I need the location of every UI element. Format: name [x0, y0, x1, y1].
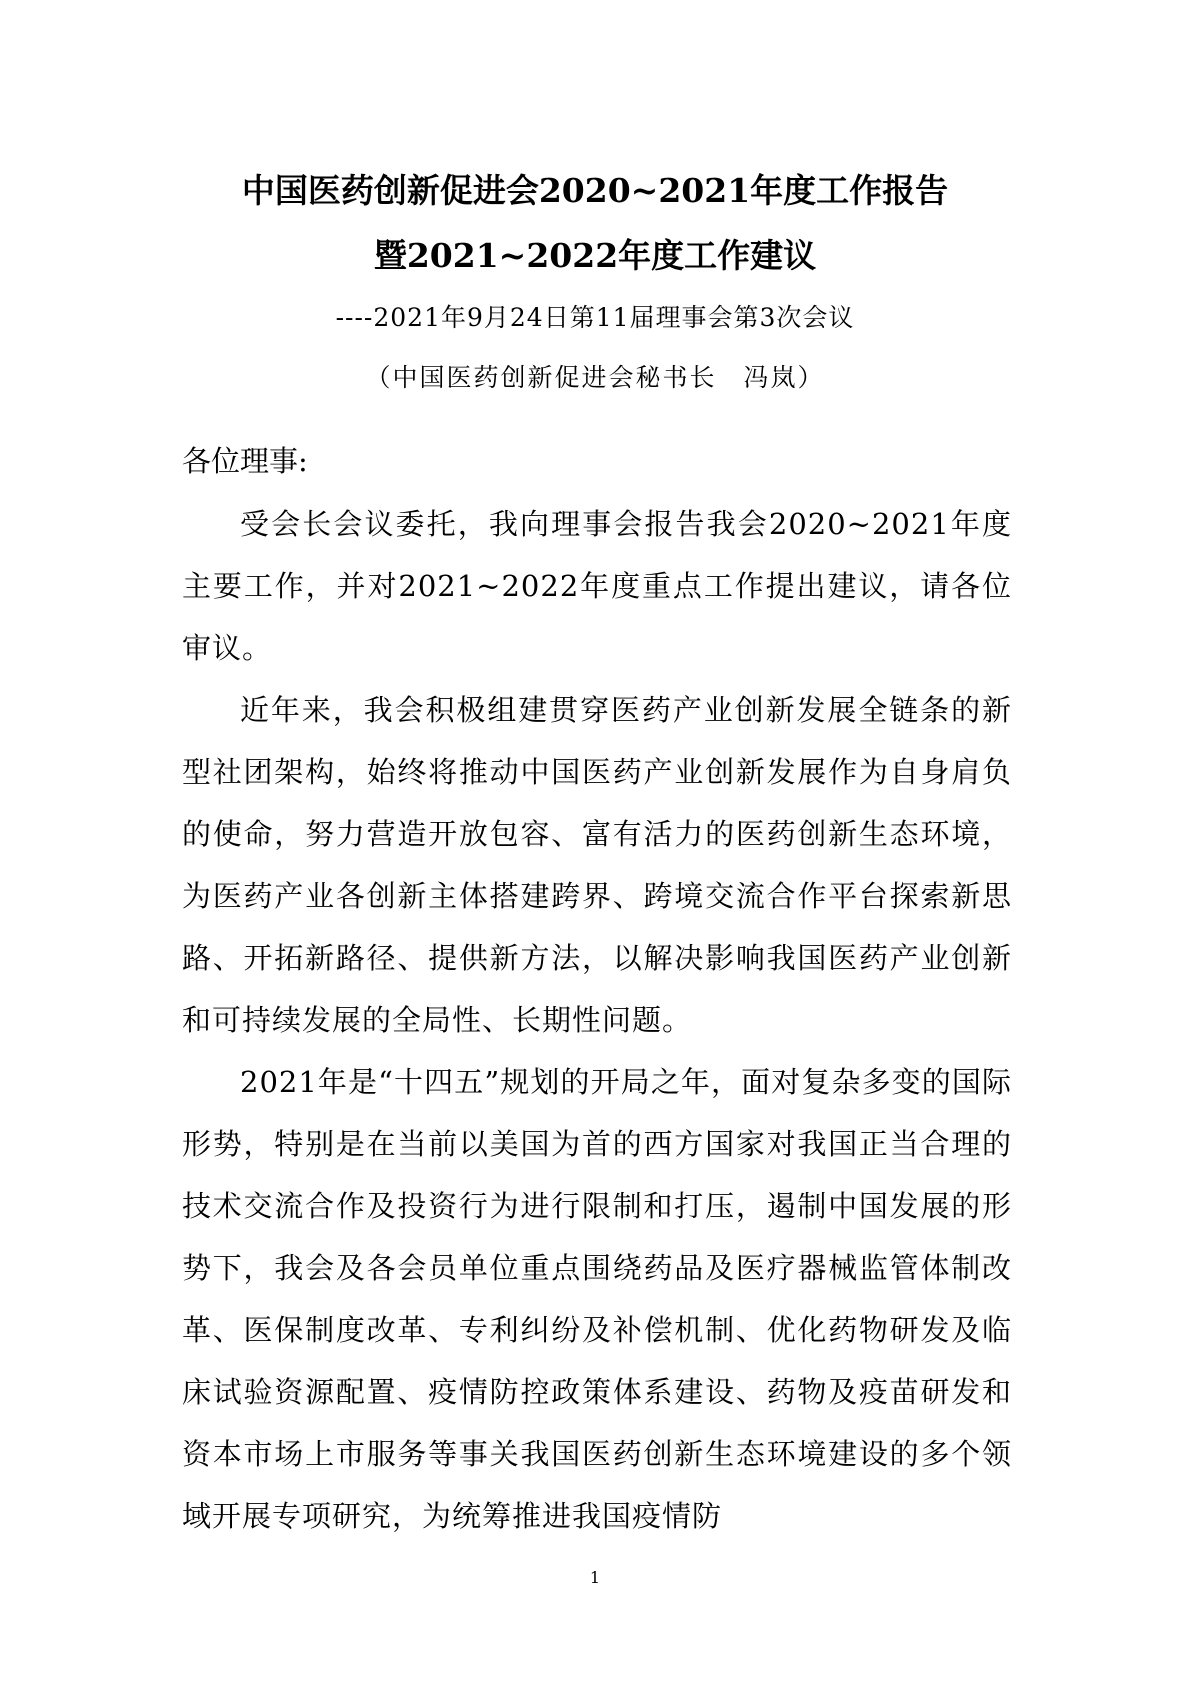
- page-number: 1: [589, 1568, 601, 1587]
- document-author: （中国医药创新促进会秘书长 冯岚）: [365, 363, 825, 392]
- document-subtitle: ----2021年9月24日第11届理事会第3次会议: [335, 303, 855, 332]
- paragraph: 近年来，我会积极组建贯穿医药产业创新发展全链条的新型社团架构，始终将推动中国医药产业创新发展作为自身肩负的使命，努力营造开放包容、富有活力的医药创新生态环境，为医药产业各创新主体搭建跨界、跨境交流合作平台探索新思路、开拓新路径、提供新方法，以解决影响我国医药产业创新和可持续发展的全局性、长期性问题。: [182, 693, 1012, 1037]
- document-title-line1: 中国医药创新促进会2020~2021年度工作报告: [241, 171, 949, 210]
- body-text: [182, 493, 1012, 1547]
- paragraph: 2021年是“十四五”规划的开局之年，面对复杂多变的国际形势，特别是在当前以美国为首的西方国家对我国正当合理的技术交流合作及投资行为进行限制和打压，遏制中国发展的形势下，我会及各会员单位重点围绕药品及医疗器械监管体制改革、医保制度改革、专利纠纷及补偿机制、优化药物研发及临床试验资源配置、疫情防控政策体系建设、药物及疫苗研发和资本市场上市服务等事关我国医药创新生态环境建设的多个领域开展专项研究，为统筹推进我国疫情防: [182, 1065, 1012, 1533]
- document-title-line2: 暨2021~2022年度工作建议: [373, 236, 817, 275]
- paragraph: 受会长会议委托，我向理事会报告我会2020~2021年度主要工作，并对2021~2022年度重点工作提出建议，请各位审议。: [182, 507, 1012, 665]
- salutation: 各位理事:: [182, 444, 308, 478]
